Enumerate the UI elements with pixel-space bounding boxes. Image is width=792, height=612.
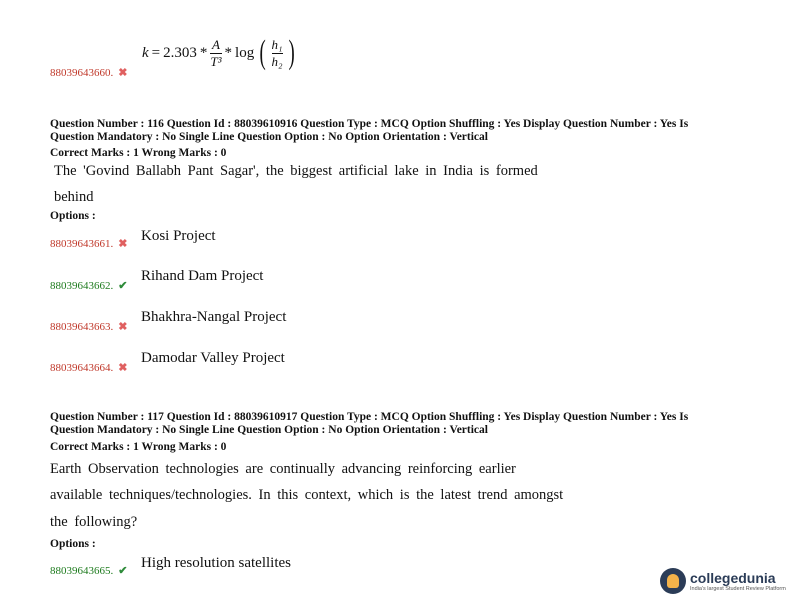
formula-eq: =: [151, 44, 161, 61]
formula-star: *: [199, 44, 208, 61]
option-id: [50, 279, 127, 292]
logo-name: collegedunia: [690, 569, 776, 586]
question-marks: Correct Marks : 1 Wrong Marks : 0: [50, 441, 227, 453]
check-icon: ✔: [118, 280, 128, 292]
formula-log: log: [235, 44, 255, 61]
option-text: Rihand Dam Project: [141, 268, 264, 284]
formula-paren-open: (: [259, 34, 266, 71]
question-text: the following?: [50, 514, 138, 530]
question-text: available techniques/technologies. In this context, which is the latest trend amongst: [50, 487, 564, 503]
option-id: [50, 564, 127, 577]
cross-icon: ✖: [118, 67, 128, 79]
question-meta: Question Number : 116 Question Id : 88039610916 Question Type : MCQ Option Shuffling : Yes Display Question Number : Yes Is: [50, 118, 689, 130]
option-id-text: 88039643664.: [50, 362, 114, 374]
option-id: [50, 237, 127, 250]
question-meta: Question Number : 117 Question Id : 88039610917 Question Type : MCQ Option Shuffling : Yes Display Question Number : Yes Is: [50, 411, 689, 423]
formula-lhs: k: [142, 44, 149, 61]
option-id: [50, 320, 127, 333]
option-id-text: 88039643663.: [50, 321, 114, 333]
logo-tagline: India's largest Student Review Platform: [690, 585, 786, 592]
cross-icon: ✖: [118, 238, 128, 250]
question-marks: Correct Marks : 1 Wrong Marks : 0: [50, 147, 227, 159]
options-label: Options :: [50, 538, 96, 550]
option-text: Bhakhra-Nangal Project: [141, 309, 287, 325]
question-meta: Question Mandatory : No Single Line Question Option : No Option Orientation : Vertical: [50, 131, 488, 143]
mascot-icon: [660, 568, 686, 594]
question-text: The 'Govind Ballabh Pant Sagar', the biggest artificial lake in India is formed: [54, 163, 538, 179]
formula-star: *: [224, 44, 233, 61]
option-text: Kosi Project: [141, 228, 216, 244]
question-text: Earth Observation technologies are continually advancing reinforcing earlier: [50, 461, 516, 477]
collegedunia-logo: [660, 568, 786, 594]
formula: [142, 36, 297, 70]
option-id-text: 88039643660.: [50, 67, 114, 79]
question-meta: Question Mandatory : No Single Line Question Option : No Option Orientation : Vertical: [50, 424, 488, 436]
cross-icon: ✖: [118, 321, 128, 333]
question-text: behind: [54, 189, 94, 205]
formula-h-fraction: [272, 38, 283, 69]
formula-den: T³: [210, 53, 222, 69]
option-id-text: 88039643662.: [50, 280, 114, 292]
option-text: High resolution satellites: [141, 555, 291, 571]
formula-h2: h₂: [271, 53, 283, 69]
cross-icon: ✖: [118, 362, 128, 374]
options-label: Options :: [50, 210, 96, 222]
option-id: [50, 66, 127, 79]
formula-paren-close: ): [288, 34, 295, 71]
formula-coef: 2.303: [163, 44, 197, 61]
option-id-text: 88039643665.: [50, 565, 114, 577]
option-text: Damodar Valley Project: [141, 350, 285, 366]
formula-fraction: [210, 38, 221, 69]
formula-h1: h₁: [271, 36, 283, 52]
option-id-text: 88039643661.: [50, 238, 114, 250]
option-id: [50, 361, 127, 374]
check-icon: ✔: [118, 565, 128, 577]
formula-num: A: [211, 36, 220, 52]
